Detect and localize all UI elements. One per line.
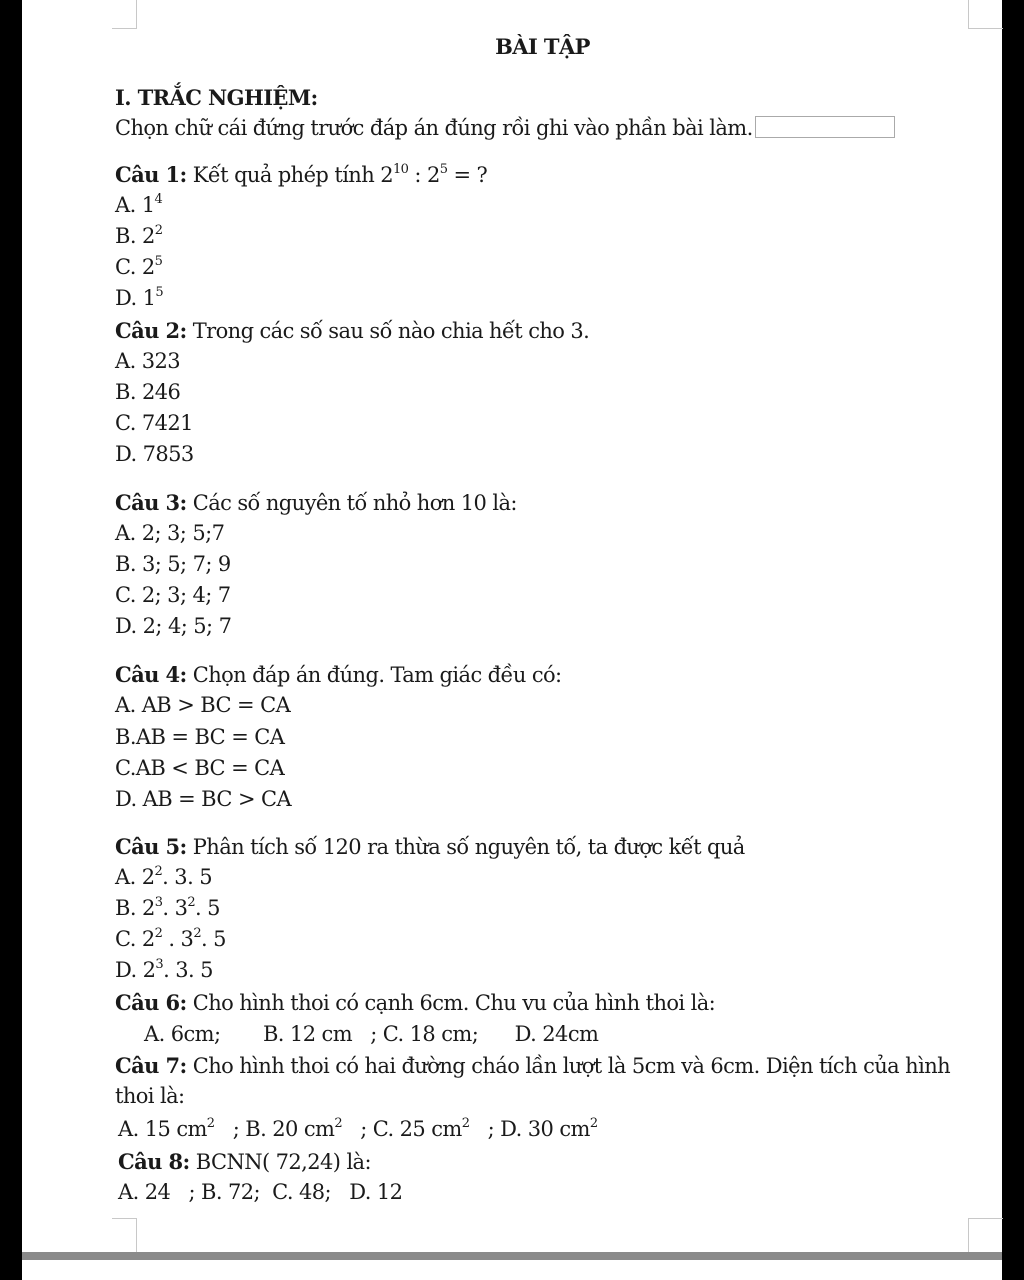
q1-option-d[interactable]: D. $1^5$	[115, 285, 164, 310]
question-5: Câu 5: Phân tích số 120 ra thừa số nguyên tố, ta được kết quả	[115, 834, 745, 859]
q4-option-c[interactable]: C.AB < BC = CA	[115, 756, 285, 780]
page-title: BÀI TẬP	[495, 34, 590, 59]
q3-option-d[interactable]: D. 2; 4; 5; 7	[115, 614, 232, 638]
q5-option-a[interactable]: A. $2^2$. 3. 5	[115, 864, 212, 889]
margin-corner-bottom-left	[112, 1218, 137, 1253]
margin-corner-bottom-right	[968, 1218, 1003, 1253]
margin-corner-top-left	[112, 0, 137, 29]
q5-option-b[interactable]: B. $2^3$. $3^2$. 5	[115, 895, 220, 920]
question-8: Câu 8: BCNN( 72,24) là:	[118, 1149, 371, 1174]
q3-option-a[interactable]: A. 2; 3; 5;7	[115, 521, 225, 545]
q1-option-c[interactable]: C. $2^5$	[115, 254, 163, 279]
instruction: Chọn chữ cái đứng trước đáp án đúng rồi ghi vào phần bài làm.	[115, 113, 895, 144]
q6-options[interactable]: A. 6cm; B. 12 cm ; C. 18 cm; D. 24cm	[144, 1022, 599, 1046]
q1-option-a[interactable]: A. $1^4$	[115, 192, 163, 217]
q5-option-d[interactable]: D. $2^3$. 3. 5	[115, 957, 213, 982]
q1-option-b[interactable]: B. $2^2$	[115, 223, 163, 248]
q3-option-c[interactable]: C. 2; 3; 4; 7	[115, 583, 231, 607]
q3-option-b[interactable]: B. 3; 5; 7; 9	[115, 552, 231, 576]
q2-option-d[interactable]: D. 7853	[115, 442, 194, 466]
q5-option-c[interactable]: C. $2^2$ . $3^2$. 5	[115, 926, 226, 951]
question-2: Câu 2: Trong các số sau số nào chia hết cho 3.	[115, 318, 590, 343]
answer-box[interactable]	[755, 116, 895, 138]
margin-corner-top-right	[968, 0, 1003, 29]
section-heading: I. TRẮC NGHIỆM:	[115, 85, 318, 110]
q8-options[interactable]: A. 24 ; B. 72; C. 48; D. 12	[118, 1180, 403, 1204]
page-separator	[22, 1252, 1002, 1260]
q2-option-c[interactable]: C. 7421	[115, 411, 193, 435]
q4-option-a[interactable]: A. AB > BC = CA	[115, 693, 291, 717]
q4-option-b[interactable]: B.AB = BC = CA	[115, 725, 285, 749]
question-6: Câu 6: Cho hình thoi có cạnh 6cm. Chu vu của hình thoi là:	[115, 990, 716, 1015]
question-4: Câu 4: Chọn đáp án đúng. Tam giác đều có:	[115, 662, 562, 687]
q2-option-a[interactable]: A. 323	[115, 349, 180, 373]
question-7: Câu 7: Cho hình thoi có hai đường cháo lần lượt là 5cm và 6cm. Diện tích của hình	[115, 1053, 951, 1078]
q4-option-d[interactable]: D. AB = BC > CA	[115, 787, 292, 811]
next-page-edge	[22, 1260, 1002, 1280]
question-3: Câu 3: Các số nguyên tố nhỏ hơn 10 là:	[115, 490, 517, 515]
q2-option-b[interactable]: B. 246	[115, 380, 181, 404]
question-1: Câu 1: Kết quả phép tính $2^{10}$ : $2^5$ = ?	[115, 162, 488, 187]
q7-options[interactable]: A. 15 $cm^2$ ; B. 20 $cm^2$ ; C. 25 $cm^2$ ; D. 30 $cm^2$	[118, 1116, 598, 1141]
question-7-continued: thoi là:	[115, 1084, 185, 1108]
